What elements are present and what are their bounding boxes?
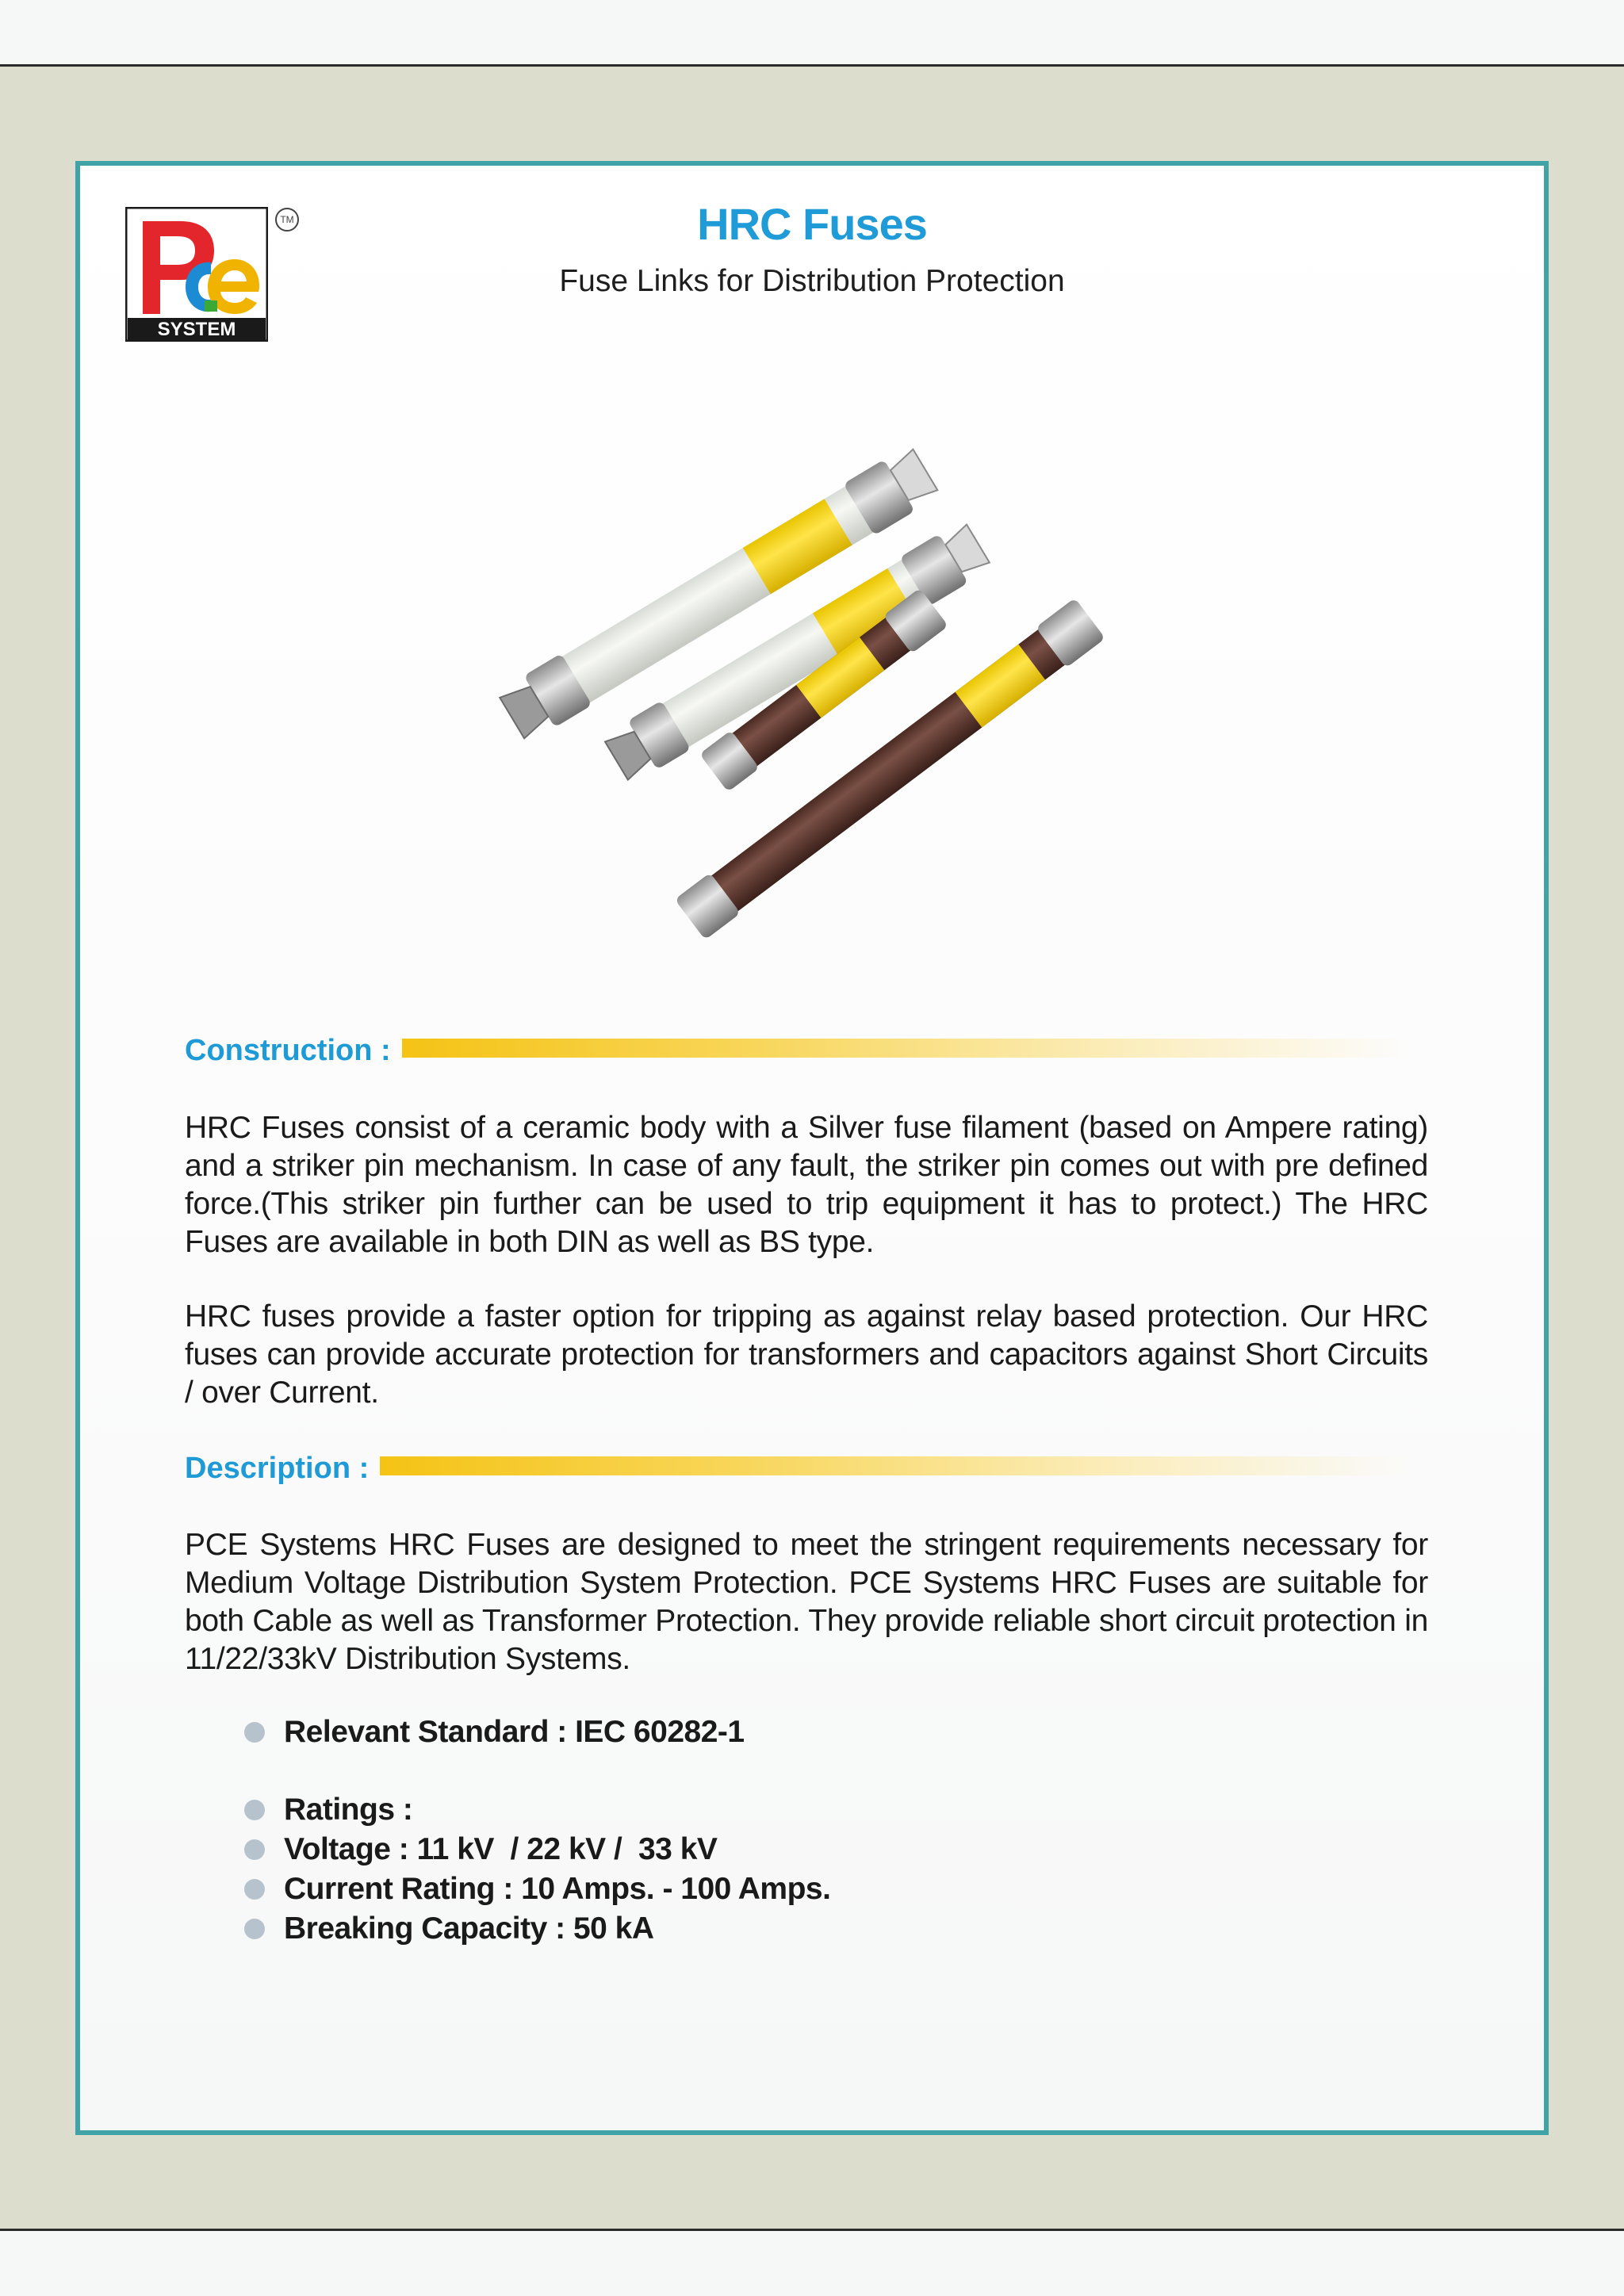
description-paragraph: PCE Systems HRC Fuses are designed to meet the stringent requirements necessary for Medium Voltage Distribution System Protection. PCE Systems HRC Fuses are suitable for both Cable as well as Transformer Protection. They provide reliable short circuit protection in 11/22/33kV Distribution Systems. [185,1528,1428,1676]
logo-word: SYSTEM [157,319,236,340]
construction-paragraph-1: HRC Fuses consist of a ceramic body with a Silver fuse filament (based on Ampere rating) and a striker pin mechanism. In case of any fault, the striker pin comes out with pre defined force.(This striker pin further can be used to trip equipment it has to protect.) The HRC Fuses are available in both DIN as well as BS type. [185,1111,1428,1259]
spec-item-standard: Relevant Standard : IEC 60282-1 [244,1712,830,1752]
bullet-icon [244,1800,265,1820]
bullet-icon [244,1722,265,1743]
page-subtitle: Fuse Links for Distribution Protection [559,264,1065,298]
trademark-mark: TM [275,208,299,232]
description-heading [185,1448,1411,1488]
bullet-icon [244,1919,265,1939]
bullet-icon [244,1879,265,1900]
construction-paragraph-2: HRC fuses provide a faster option for tripping as against relay based protection. Our HRC fuses can provide accurate protection for transformers and capacitors against Short Circuits / over Current. [185,1299,1428,1410]
spec-item-voltage: Voltage : 11 kV / 22 kV / 33 kV [244,1830,830,1869]
spec-item-breaking: Breaking Capacity : 50 kA [244,1909,830,1949]
spec-list [244,1712,830,1949]
page-title: HRC Fuses [697,199,927,249]
construction-heading [185,1031,1409,1070]
description-heading-label: Description : [185,1451,370,1485]
spec-item-ratings: Ratings : [244,1790,830,1830]
spec-item-current: Current Rating : 10 Amps. - 100 Amps. [244,1869,830,1909]
construction-heading-label: Construction : [185,1033,391,1067]
hrc-fuse-links-photo [476,373,1158,959]
bullet-icon [244,1839,265,1860]
description-heading-bar [380,1456,1411,1475]
construction-heading-bar [402,1039,1409,1058]
